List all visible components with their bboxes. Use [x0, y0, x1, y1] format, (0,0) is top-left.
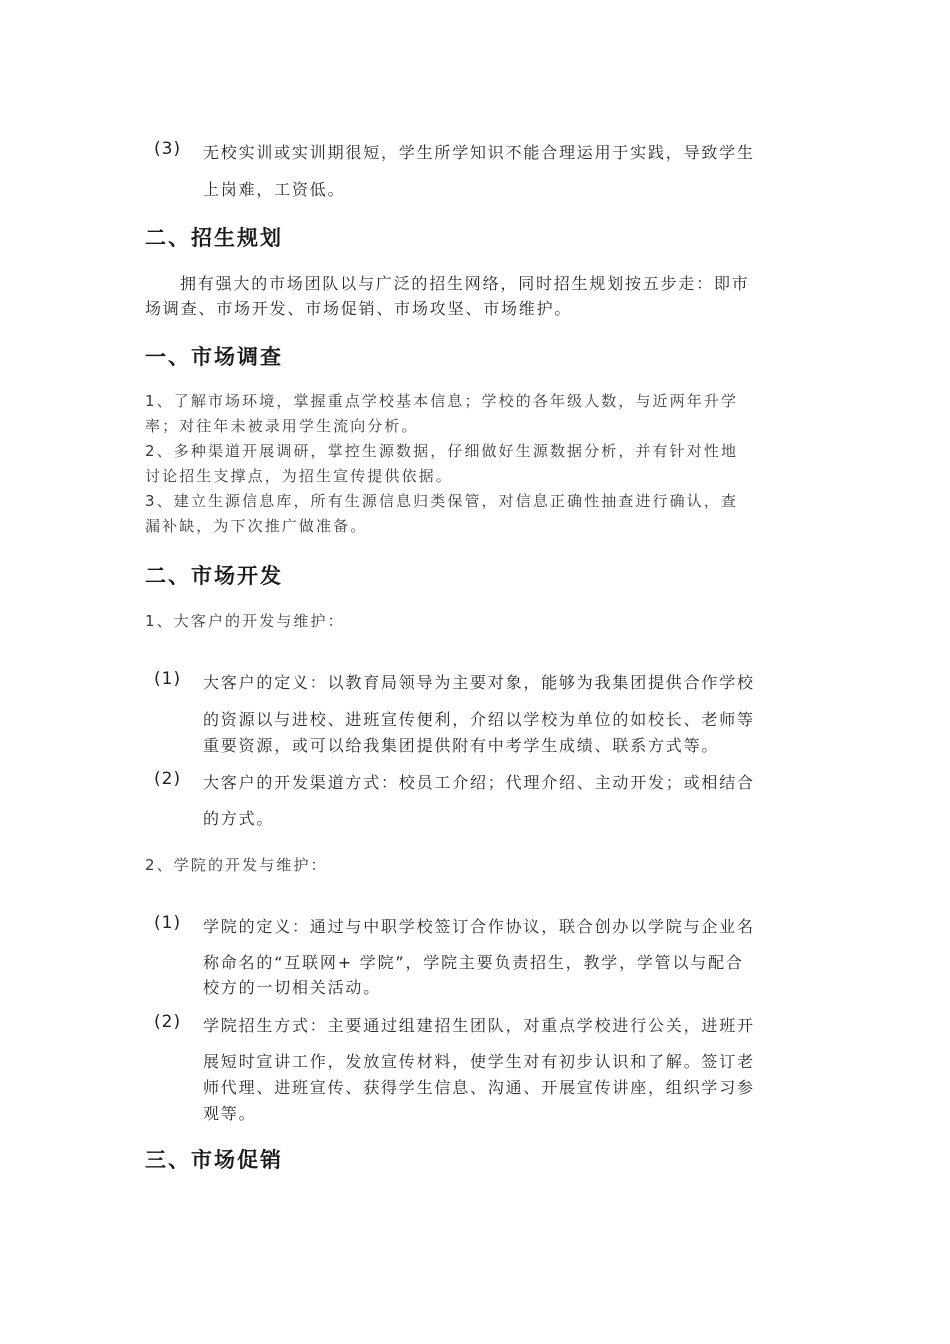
paragraph-line: 漏补缺，为下次推广做准备。 — [145, 517, 368, 535]
list-item-line: 学院的定义：通过与中职学校签订合作协议，联合创办以学院与企业名 — [203, 917, 755, 936]
list-item-line: 重要资源，或可以给我集团提供附有中考学生成绩、联系方式等。 — [203, 736, 720, 755]
list-number: (1) — [154, 669, 182, 689]
section-heading: 二、市场开发 — [145, 564, 283, 588]
subsection-title: 1、大客户的开发与维护： — [145, 612, 345, 630]
list-number: (1) — [154, 913, 182, 933]
section-heading: 二、招生规划 — [145, 226, 283, 250]
list-number: (2) — [154, 1012, 182, 1032]
section-heading: 一、市场调查 — [145, 345, 283, 369]
list-item-line: 观等。 — [203, 1104, 257, 1123]
list-number: (3) — [154, 139, 182, 159]
list-item-line: 称命名的“互联网+ 学院”，学院主要负责招生，教学，学管以与配合 — [203, 953, 744, 972]
paragraph-line: 率；对往年未被录用学生流向分析。 — [145, 417, 419, 435]
paragraph-line: 2、多种渠道开展调研，掌控生源数据，仔细做好生源数据分析，并有针对性地 — [145, 442, 739, 460]
section-heading: 三、市场促销 — [145, 1148, 283, 1172]
list-item-line: 大客户的定义：以教育局领导为主要对象，能够为我集团提供合作学校 — [203, 673, 755, 692]
list-item-line: 展短时宣讲工作，发放宣传材料，使学生对有初步认识和了解。签订老 — [203, 1052, 755, 1071]
list-item-line: 上岗难，工资低。 — [203, 180, 346, 199]
subsection-title: 2、学院的开发与维护： — [145, 856, 328, 874]
list-item-line: 的资源以与进校、进班宣传便利，介绍以学校为单位的如校长、老师等 — [203, 710, 755, 729]
list-item-line: 无校实训或实训期很短，学生所学知识不能合理运用于实践，导致学生 — [203, 143, 755, 162]
paragraph-line: 拥有强大的市场团队以与广泛的招生网络，同时招生规划按五步走：即市 — [180, 274, 750, 293]
list-number: (2) — [154, 769, 182, 789]
list-item-line: 大客户的开发渠道方式：校员工介绍；代理介绍、主动开发；或相结合 — [203, 773, 755, 792]
list-item-line: 校方的一切相关活动。 — [203, 978, 382, 997]
paragraph-line: 1、了解市场环境，掌握重点学校基本信息；学校的各年级人数，与近两年升学 — [145, 392, 739, 410]
paragraph-line: 3、建立生源信息库，所有生源信息归类保管，对信息正确性抽查进行确认，查 — [145, 492, 739, 510]
paragraph-line: 场调查、市场开发、市场促销、市场攻坚、市场维护。 — [145, 299, 573, 318]
list-item-line: 学院招生方式：主要通过组建招生团队，对重点学校进行公关，进班开 — [203, 1016, 755, 1035]
list-item-line: 的方式。 — [203, 809, 275, 828]
paragraph-line: 讨论招生支撑点，为招生宣传提供依据。 — [145, 467, 453, 485]
list-item-line: 师代理、进班宣传、获得学生信息、沟通、开展宣传讲座，组织学习参 — [203, 1078, 755, 1097]
